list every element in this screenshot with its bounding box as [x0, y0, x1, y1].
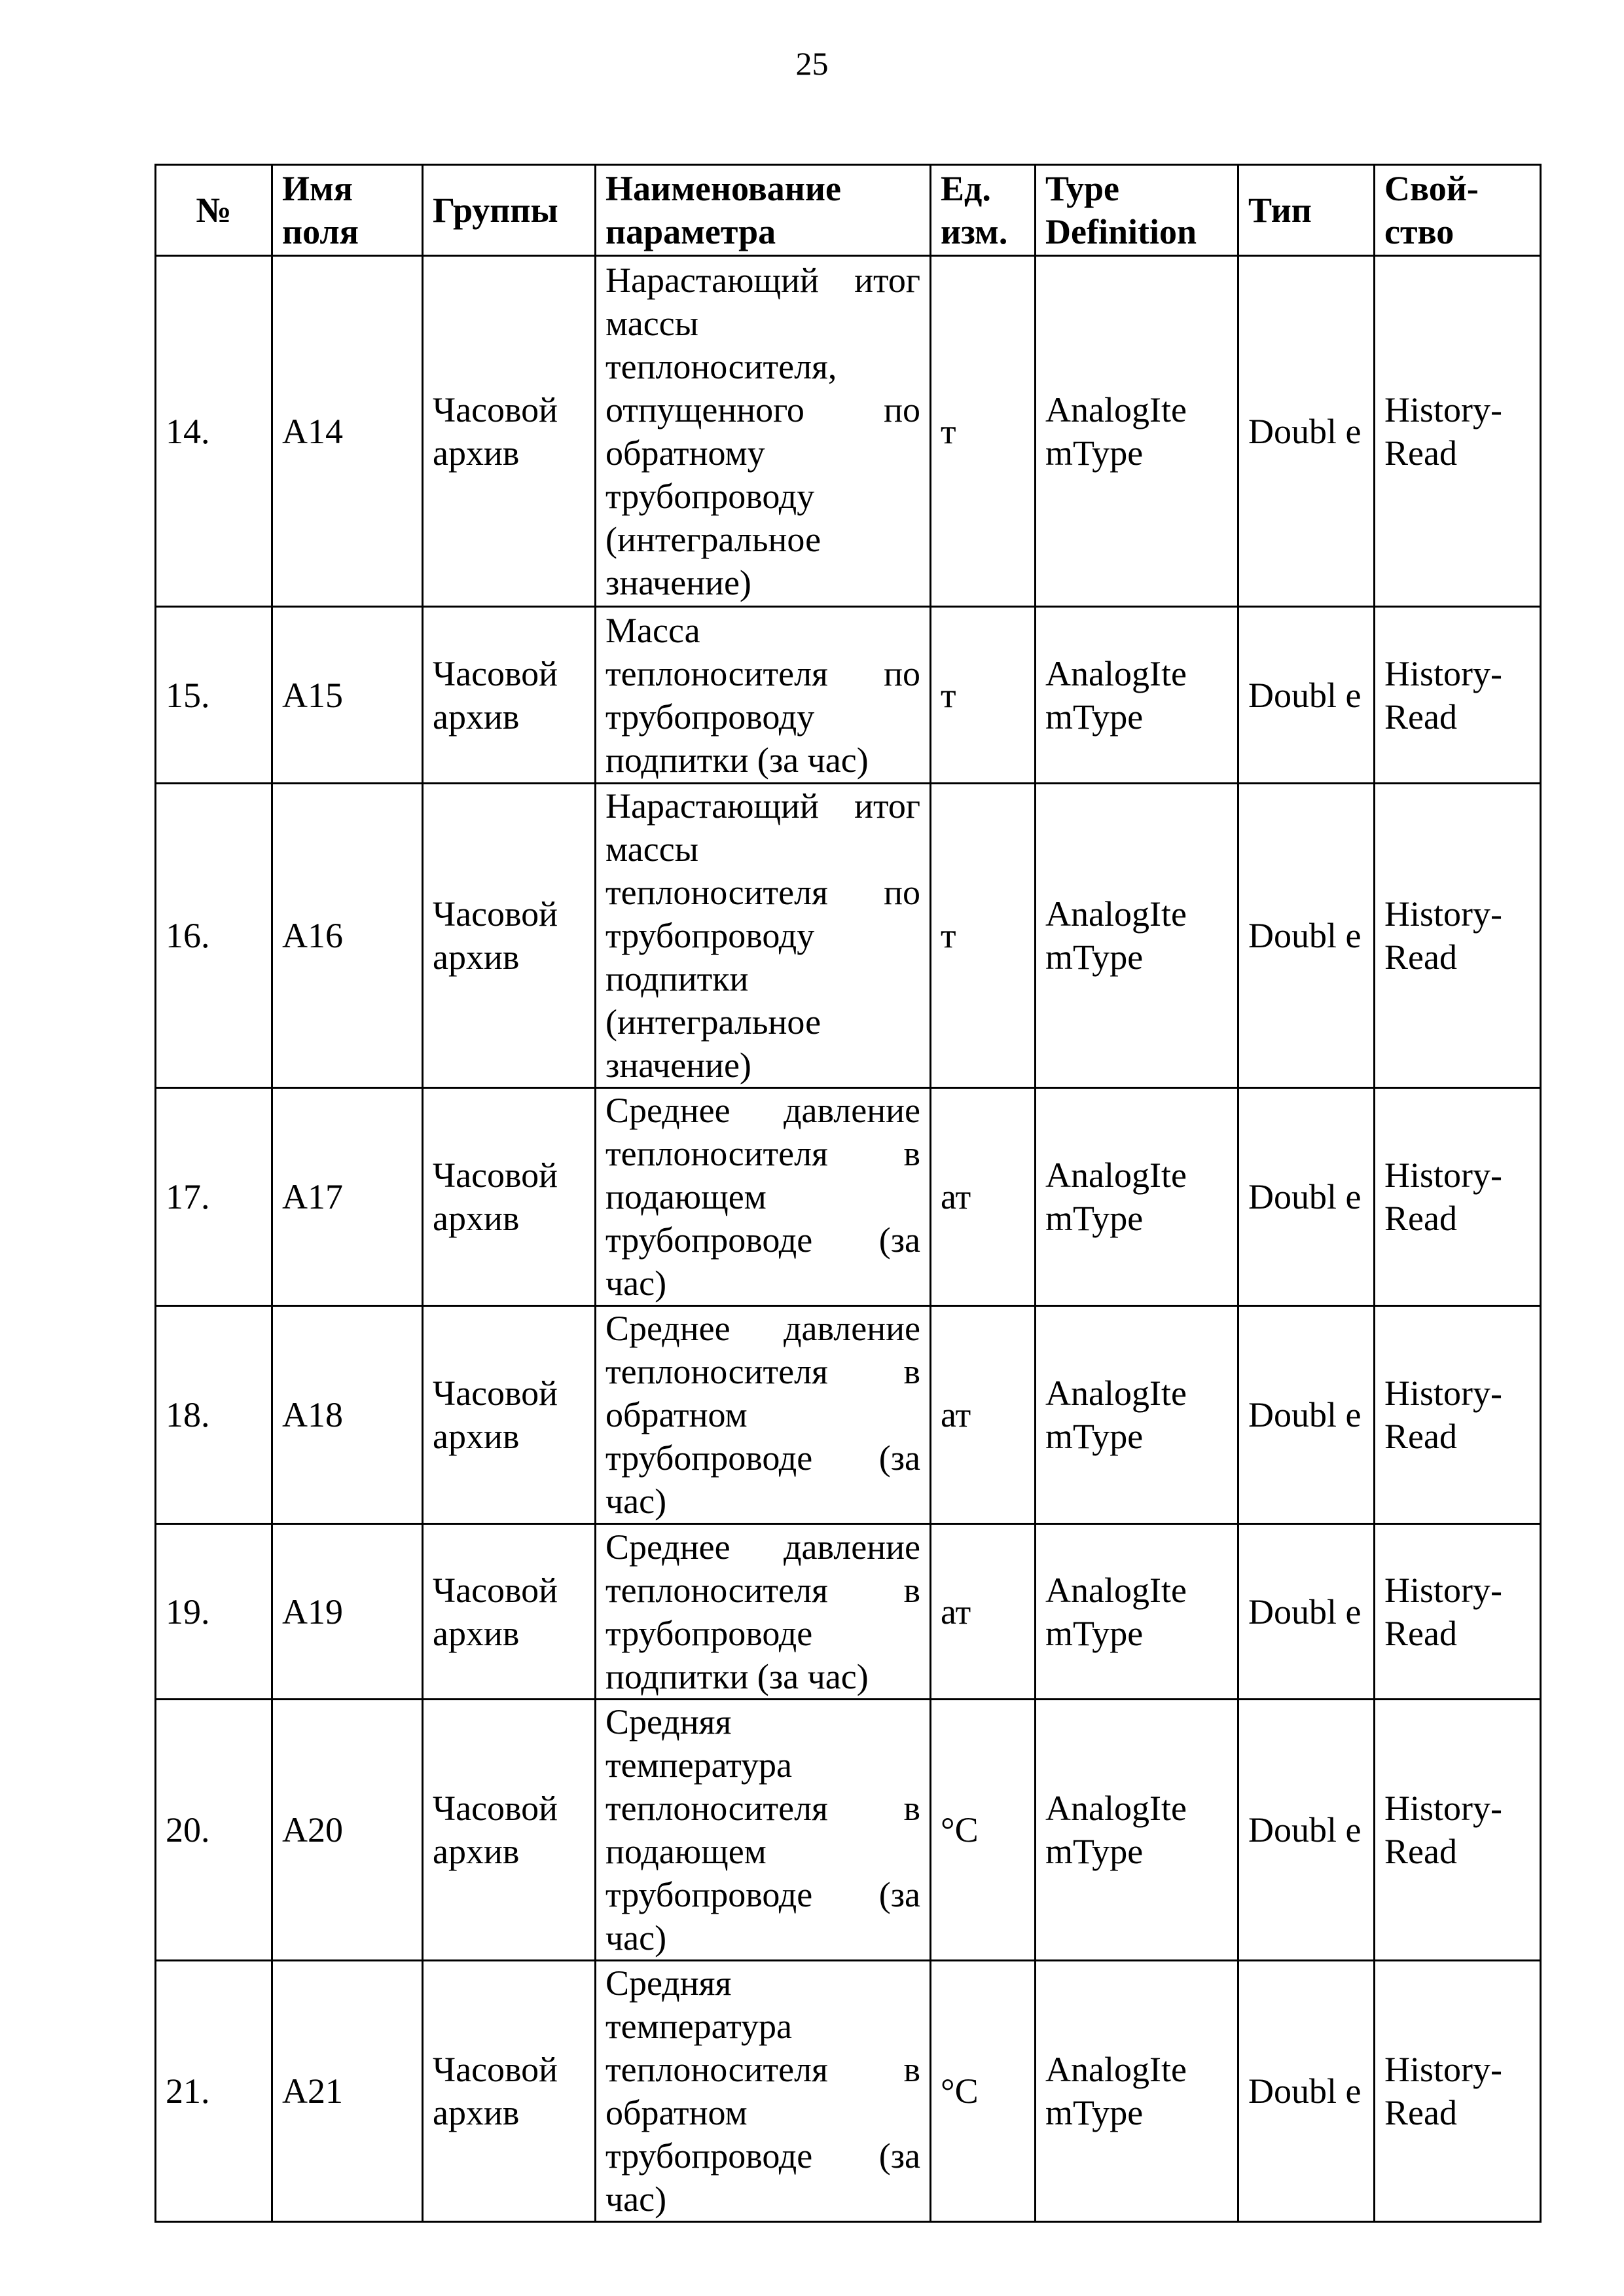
header-type: Тип [1238, 165, 1375, 256]
header-groups: Группы [423, 165, 596, 256]
row-unit: т [931, 784, 1036, 1088]
row-unit: °С [931, 1961, 1036, 2222]
row-unit: т [931, 256, 1036, 607]
row-description: Среднее давление теплоносителя в трубопроводе подпитки (за час) [596, 1524, 931, 1700]
row-property: History-Read [1375, 607, 1541, 784]
table-row [156, 1961, 1541, 2222]
row-property: History-Read [1375, 1524, 1541, 1700]
row-field: А21 [272, 1961, 423, 2222]
row-property: History-Read [1375, 784, 1541, 1088]
row-type-definition: AnalogIte mType [1036, 607, 1238, 784]
row-unit: т [931, 607, 1036, 784]
header-type-definition: Type Definition [1036, 165, 1238, 256]
table-row [156, 1306, 1541, 1524]
row-unit: ат [931, 1306, 1036, 1524]
row-description: Масса теплоносителя по трубопроводу подпитки (за час) [596, 607, 931, 784]
row-type: Doubl e [1238, 1524, 1375, 1700]
row-property: History-Read [1375, 1306, 1541, 1524]
row-type: Doubl e [1238, 1306, 1375, 1524]
row-type: Doubl e [1238, 1961, 1375, 2222]
row-type: Doubl e [1238, 607, 1375, 784]
header-field-name: Имя поля [272, 165, 423, 256]
row-description: Средняя температура теплоносителя в подающем трубопроводе (за час) [596, 1700, 931, 1961]
table-row [156, 1700, 1541, 1961]
row-number: 20. [156, 1700, 272, 1961]
row-number: 16. [156, 784, 272, 1088]
row-field: А14 [272, 256, 423, 607]
row-field: А16 [272, 784, 423, 1088]
row-group: Часовой архив [423, 1306, 596, 1524]
row-type-definition: AnalogIte mType [1036, 1088, 1238, 1306]
row-type-definition: AnalogIte mType [1036, 784, 1238, 1088]
row-description: Среднее давление теплоносителя в подающем трубопроводе (за час) [596, 1088, 931, 1306]
table-row [156, 607, 1541, 784]
table-row [156, 256, 1541, 607]
row-unit: °С [931, 1700, 1036, 1961]
row-number: 18. [156, 1306, 272, 1524]
row-property: History-Read [1375, 1961, 1541, 2222]
row-field: А18 [272, 1306, 423, 1524]
row-type: Doubl e [1238, 784, 1375, 1088]
row-description: Среднее давление теплоносителя в обратном трубопроводе (за час) [596, 1306, 931, 1524]
row-group: Часовой архив [423, 607, 596, 784]
row-description: Нарастающий итог массы теплоносителя по трубопроводу подпитки (интегральное значение) [596, 784, 931, 1088]
page-number: 25 [795, 45, 829, 82]
row-number: 15. [156, 607, 272, 784]
header-no: № [156, 165, 272, 256]
row-number: 21. [156, 1961, 272, 2222]
row-property: History-Read [1375, 256, 1541, 607]
header-property: Свой-ство [1375, 165, 1541, 256]
row-type-definition: AnalogIte mType [1036, 256, 1238, 607]
parameters-table [154, 164, 1542, 2223]
row-group: Часовой архив [423, 1961, 596, 2222]
row-type-definition: AnalogIte mType [1036, 1961, 1238, 2222]
row-property: History-Read [1375, 1088, 1541, 1306]
row-field: А19 [272, 1524, 423, 1700]
row-type-definition: AnalogIte mType [1036, 1700, 1238, 1961]
row-number: 19. [156, 1524, 272, 1700]
row-type-definition: AnalogIte mType [1036, 1524, 1238, 1700]
table-row [156, 1524, 1541, 1700]
row-field: А17 [272, 1088, 423, 1306]
row-type: Doubl e [1238, 1088, 1375, 1306]
row-group: Часовой архив [423, 1524, 596, 1700]
header-param-name: Наименование параметра [596, 165, 931, 256]
row-type: Doubl e [1238, 1700, 1375, 1961]
row-unit: ат [931, 1524, 1036, 1700]
row-group: Часовой архив [423, 1088, 596, 1306]
row-group: Часовой архив [423, 1700, 596, 1961]
row-type: Doubl e [1238, 256, 1375, 607]
row-number: 17. [156, 1088, 272, 1306]
table-row [156, 1088, 1541, 1306]
table-row [156, 784, 1541, 1088]
row-description: Средняя температура теплоносителя в обратном трубопроводе (за час) [596, 1961, 931, 2222]
row-field: А15 [272, 607, 423, 784]
row-group: Часовой архив [423, 784, 596, 1088]
row-field: А20 [272, 1700, 423, 1961]
row-unit: ат [931, 1088, 1036, 1306]
row-number: 14. [156, 256, 272, 607]
row-type-definition: AnalogIte mType [1036, 1306, 1238, 1524]
row-property: History-Read [1375, 1700, 1541, 1961]
row-description: Нарастающий итог массы теплоносителя, отпущенного по обратному трубопроводу (интегральное значение) [596, 256, 931, 607]
row-group: Часовой архив [423, 256, 596, 607]
table-header-row [156, 165, 1541, 256]
header-unit: Ед. изм. [931, 165, 1036, 256]
